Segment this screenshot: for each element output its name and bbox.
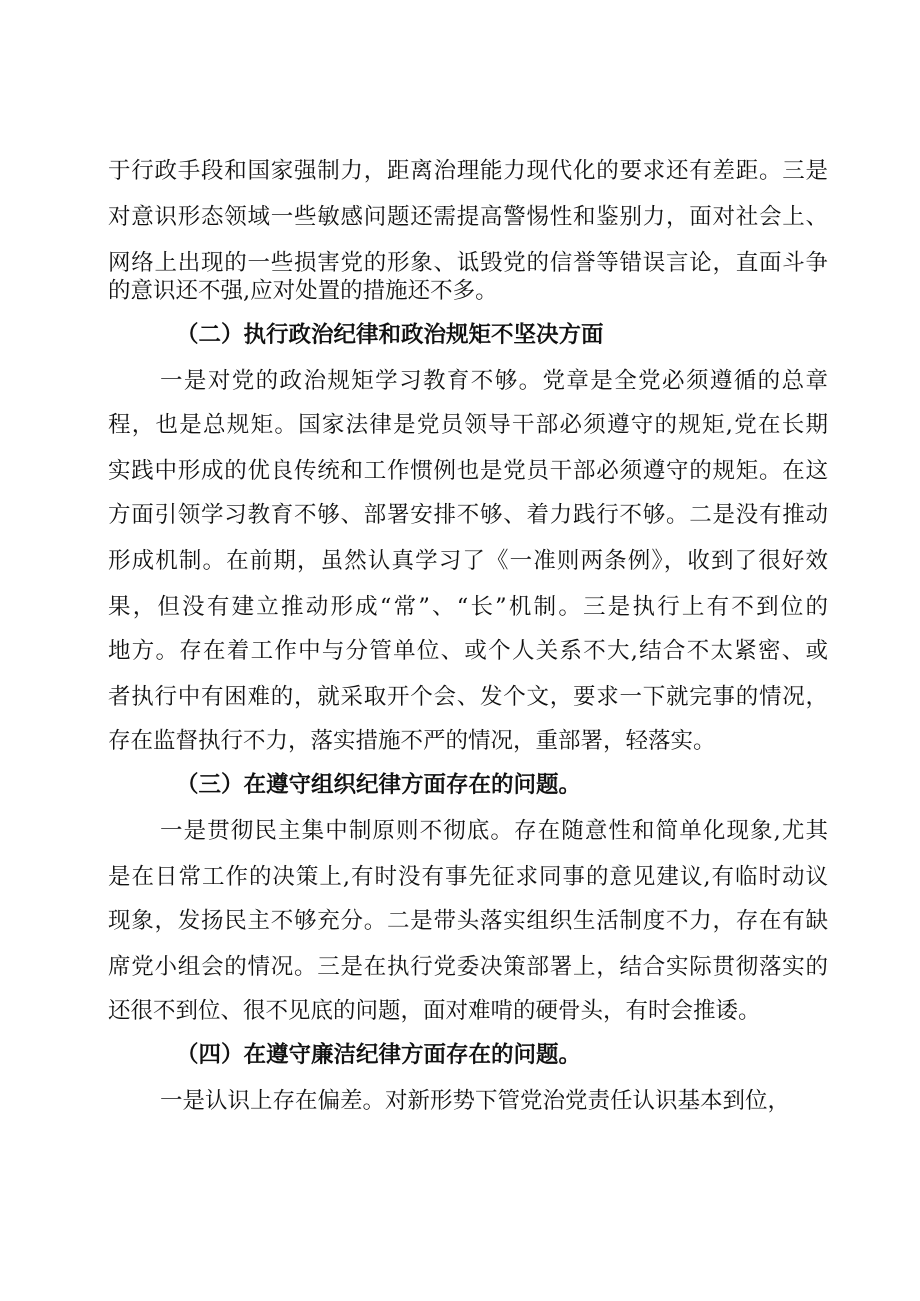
paragraph-line: 是在日常工作的决策上,有时没有事先征求同事的意见建议,有临时动议 — [108, 864, 828, 890]
paragraph-line: 存在监督执行不力，落实措施不严的情况，重部署，轻落实。 — [108, 728, 716, 754]
paragraph-line: 的意识还不强,应对处置的措施还不多。 — [108, 278, 498, 304]
paragraph-line: 者执行中有困难的，就采取开个会、发个文，要求一下就完事的情况， — [108, 684, 828, 710]
paragraph-line: 程，也是总规矩。国家法律是党员领导干部必须遵守的规矩,党在长期 — [108, 412, 828, 438]
paragraph-line: 果，但没有建立推动形成“常”、“长”机制。三是执行上有不到位的 — [108, 594, 828, 620]
paragraph-line: 方面引领学习教育不够、部署安排不够、着力践行不够。二是没有推动 — [108, 502, 828, 528]
paragraph-line: 席党小组会的情况。三是在执行党委决策部署上，结合实际贯彻落实的 — [108, 954, 828, 980]
paragraph-line: 于行政手段和国家强制力，距离治理能力现代化的要求还有差距。三是 — [108, 158, 828, 184]
paragraph-line: 一是认识上存在偏差。对新形势下管党治党责任认识基本到位， — [160, 1088, 791, 1114]
paragraph-line: 对意识形态领域一些敏感问题还需提高警惕性和鉴别力，面对社会上、 — [108, 204, 828, 230]
paragraph-line: 网络上出现的一些损害党的形象、诋毁党的信誉等错误言论，直面斗争 — [108, 250, 828, 276]
paragraph-line: 地方。存在着工作中与分管单位、或个人关系不大,结合不太紧密、或 — [108, 638, 828, 664]
paragraph-line: 形成机制。在前期，虽然认真学习了《一准则两条例》，收到了很好效 — [108, 548, 828, 574]
paragraph-line: 实践中形成的优良传统和工作惯例也是党员干部必须遵守的规矩。在这 — [108, 458, 828, 484]
paragraph-line: 一是贯彻民主集中制原则不彻底。存在随意性和简单化现象,尤其 — [160, 818, 828, 844]
section-heading: （二）执行政治纪律和政治规矩不坚决方面 — [176, 322, 604, 348]
paragraph-line: 一是对党的政治规矩学习教育不够。党章是全党必须遵循的总章 — [160, 368, 828, 394]
paragraph-line: 现象，发扬民主不够充分。二是带头落实组织生活制度不力，存在有缺 — [108, 908, 828, 934]
section-heading: （四）在遵守廉洁纪律方面存在的问题。 — [176, 1042, 582, 1068]
paragraph-line: 还很不到位、很不见底的问题，面对难啃的硬骨头，有时会推诿。 — [108, 998, 761, 1024]
section-heading: （三）在遵守组织纪律方面存在的问题。 — [176, 772, 582, 798]
